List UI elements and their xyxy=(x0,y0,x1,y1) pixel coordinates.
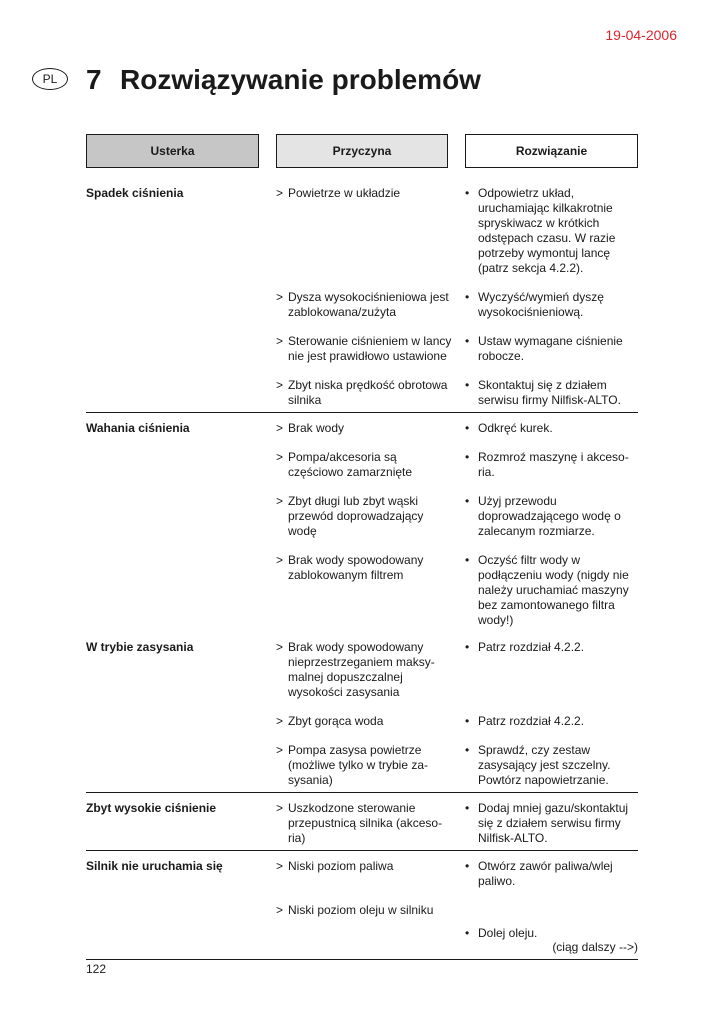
fault-label: W trybie zasysania xyxy=(86,640,194,654)
fix-text: • Dolej oleju. xyxy=(465,926,638,941)
table-row xyxy=(276,640,638,700)
table-row xyxy=(276,859,638,889)
fix-text: • Sprawdź, czy zestaw zasysający jest szczelny. Powtórz napowietrzanie. xyxy=(465,743,638,788)
table-row xyxy=(276,801,638,846)
table-row xyxy=(276,378,638,408)
cause-text: > Brak wody spowodowany nieprzestrzeganiem maksy-malnej dopuszczalnej wysokości zasysania xyxy=(276,640,465,700)
column-header-rozwiazanie: Rozwiązanie xyxy=(465,134,638,168)
table-row xyxy=(276,186,638,276)
fix-text: • Wyczyść/wymień dyszę wysokociśnieniową. xyxy=(465,290,638,320)
troubleshooting-table xyxy=(86,186,638,960)
chapter-number: 7 xyxy=(86,64,102,95)
cause-text: > Uszkodzone sterowanie przepustnicą silnika (akceso-ria) xyxy=(276,801,465,846)
column-header-usterka: Usterka xyxy=(86,134,259,168)
fix-text: • Odkręć kurek. xyxy=(465,421,638,436)
continued-note: (ciąg dalszy -->) xyxy=(552,940,638,954)
fix-text: • Rozmroź maszynę i akceso-ria. xyxy=(465,450,638,480)
fix-text: • Dodaj mniej gazu/skontaktuj się z działem serwisu firmy Nilfisk-ALTO. xyxy=(465,801,638,846)
cause-text: > Brak wody xyxy=(276,421,465,436)
table-row xyxy=(276,494,638,539)
table-section-wahania-cisnienia xyxy=(86,413,638,632)
cause-text: > Pompa zasysa powietrze (możliwe tylko w trybie za-sysania) xyxy=(276,743,465,788)
fault-label: Spadek ciśnienia xyxy=(86,186,184,200)
table-row xyxy=(276,743,638,788)
table-row xyxy=(276,421,638,436)
fault-label: Wahania ciśnienia xyxy=(86,421,190,435)
fix-text: • Odpowietrz układ, uruchamiając kilkakrotnie spryskiwacz w krótkich odstępach czasu. W razie potrzeby wymontuj lancę (patrz sekcja 4.2.2). xyxy=(465,186,638,276)
chapter-title xyxy=(86,64,481,96)
cause-text: > Zbyt długi lub zbyt wąski przewód doprowadzający wodę xyxy=(276,494,465,539)
table-row xyxy=(276,290,638,320)
page-number: 122 xyxy=(86,962,107,976)
table-row xyxy=(276,903,638,918)
cause-text: > Powietrze w układzie xyxy=(276,186,465,276)
table-row xyxy=(276,926,638,941)
column-header-przyczyna: Przyczyna xyxy=(276,134,448,168)
cause-text: > Pompa/akcesoria są częściowo zamarznięte xyxy=(276,450,465,480)
document-date: 19-04-2006 xyxy=(605,27,677,43)
fix-text xyxy=(465,903,638,918)
cause-text: > Zbyt niska prędkość obrotowa silnika xyxy=(276,378,465,408)
table-section-spadek-cisnienia xyxy=(86,186,638,413)
table-section-silnik-nie-uruchamia-sie xyxy=(86,851,638,960)
fix-text: • Patrz rozdział 4.2.2. xyxy=(465,714,638,729)
fix-text: • Oczyść filtr wody w podłączeniu wody (nigdy nie należy uruchamiać maszyny bez zamontowanego filtra wody!) xyxy=(465,553,638,628)
cause-text: > Niski poziom oleju w silniku xyxy=(276,903,465,918)
chapter-title-text: Rozwiązywanie problemów xyxy=(120,64,481,95)
cause-text: > Niski poziom paliwa xyxy=(276,859,465,889)
fix-text: • Ustaw wymagane ciśnienie robocze. xyxy=(465,334,638,364)
cause-text: > Zbyt gorąca woda xyxy=(276,714,465,729)
table-row xyxy=(276,450,638,480)
table-row xyxy=(276,553,638,628)
language-badge: PL xyxy=(32,68,68,90)
cause-text: > Brak wody spowodowany zablokowanym filtrem xyxy=(276,553,465,628)
cause-text: > Sterowanie ciśnieniem w lancy nie jest prawidłowo ustawione xyxy=(276,334,465,364)
table-row xyxy=(276,334,638,364)
fix-text: • Użyj przewodu doprowadzającego wodę o zalecanym rozmiarze. xyxy=(465,494,638,539)
fault-label: Silnik nie uruchamia się xyxy=(86,859,223,873)
fix-text: • Patrz rozdział 4.2.2. xyxy=(465,640,638,700)
fix-text: • Otwórz zawór paliwa/wlej paliwo. xyxy=(465,859,638,889)
table-row xyxy=(276,714,638,729)
fix-text: • Skontaktuj się z działem serwisu firmy Nilfisk-ALTO. xyxy=(465,378,638,408)
table-section-w-trybie-zasysania xyxy=(86,632,638,793)
table-section-zbyt-wysokie-cisnienie xyxy=(86,793,638,851)
cause-text: > Dysza wysokociśnieniowa jest zablokowana/zużyta xyxy=(276,290,465,320)
fault-label: Zbyt wysokie ciśnienie xyxy=(86,801,217,815)
